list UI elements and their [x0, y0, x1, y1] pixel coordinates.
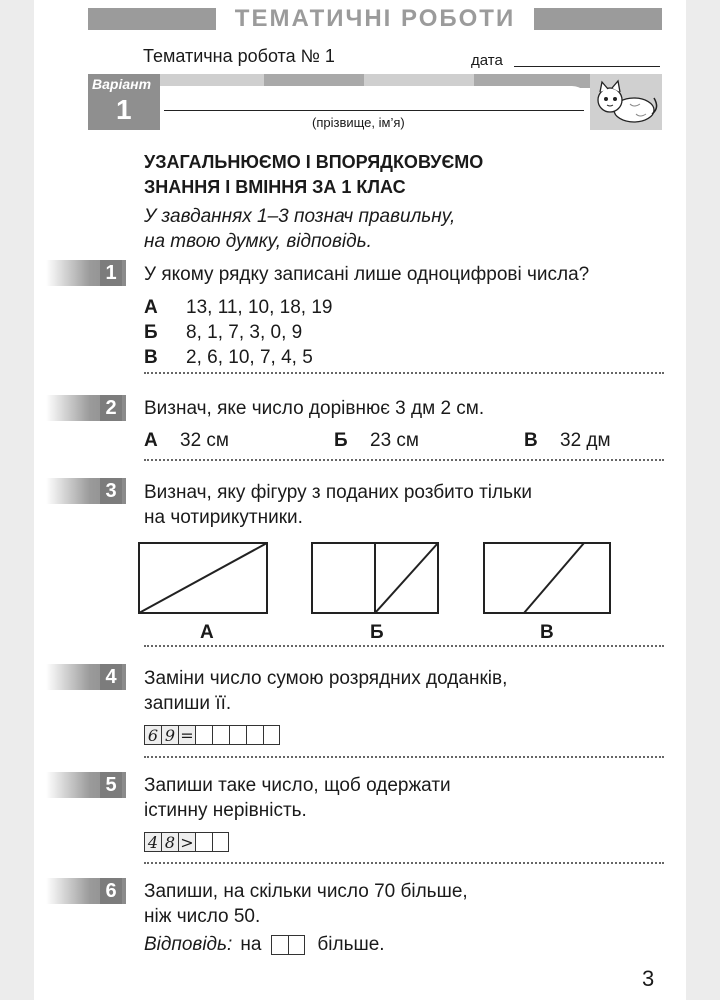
option-text: 8, 1, 7, 3, 0, 9	[186, 322, 303, 343]
task-number: 4	[100, 664, 122, 690]
task-question	[144, 773, 451, 823]
option-letter: В	[144, 347, 158, 368]
grid-cell: 9	[161, 725, 178, 745]
dotted-divider	[144, 372, 664, 374]
task-question-line: істинну нерівність.	[144, 800, 307, 821]
grid-cell[interactable]	[195, 725, 212, 745]
grid-cell[interactable]	[195, 832, 212, 852]
option-text: 23 см	[370, 430, 419, 451]
grid-cell: 6	[144, 725, 161, 745]
option-text: 32 дм	[560, 430, 611, 451]
option-text: 2, 6, 10, 7, 4, 5	[186, 347, 313, 368]
answer-option[interactable]	[144, 345, 313, 370]
option-letter: В	[524, 430, 538, 451]
task-question	[144, 666, 507, 716]
figure-label: Б	[370, 622, 384, 643]
cat-box	[590, 74, 662, 130]
figures-row	[136, 540, 616, 620]
dotted-divider	[144, 756, 664, 758]
figure-a[interactable]	[139, 543, 267, 613]
answer-option[interactable]	[144, 428, 229, 453]
task-number: 2	[100, 395, 122, 421]
instruction-line: У завданнях 1–3 познач правильну,	[144, 206, 456, 227]
task-marker	[46, 878, 126, 904]
page-number: 3	[642, 966, 655, 991]
work-title: Тематична робота № 1	[143, 46, 335, 66]
task-question: У якому рядку записані лише одноцифрові числа?	[144, 264, 590, 285]
task-number: 3	[100, 478, 122, 504]
task-number: 1	[100, 260, 122, 286]
task-marker	[46, 395, 126, 421]
figure-label: В	[540, 622, 554, 643]
answer-option[interactable]	[524, 428, 611, 453]
banner-bar-right	[534, 8, 662, 30]
answer-grid[interactable]	[271, 935, 305, 955]
grid-cell[interactable]	[246, 725, 263, 745]
answer-grid[interactable]	[144, 725, 280, 745]
answer-option[interactable]	[334, 428, 419, 453]
grid-cell[interactable]	[271, 935, 288, 955]
grid-cell[interactable]	[263, 725, 280, 745]
task-question-line: Визнач, яку фігуру з поданих розбито тільки	[144, 482, 532, 503]
task-marker	[46, 664, 126, 690]
date-label: дата	[471, 52, 503, 69]
figure-b[interactable]	[312, 543, 438, 613]
task-marker	[46, 260, 126, 286]
name-field[interactable]	[164, 110, 584, 111]
section-heading-line: ЗНАННЯ І ВМІННЯ ЗА 1 КЛАС	[144, 177, 406, 197]
task-question	[144, 480, 532, 530]
task-marker	[46, 772, 126, 798]
task-question-line: ніж число 50.	[144, 906, 261, 927]
grid-cell: 8	[161, 832, 178, 852]
variant-number: 1	[116, 94, 132, 125]
option-text: 13, 11, 10, 18, 19	[186, 297, 333, 318]
answer-suffix: більше.	[317, 934, 385, 955]
option-letter: А	[144, 297, 158, 318]
variant-label: Варіант	[92, 76, 152, 92]
task-marker	[46, 478, 126, 504]
instruction	[144, 204, 455, 254]
cat-icon	[590, 74, 662, 130]
banner-bar-left	[88, 8, 216, 30]
dotted-divider	[144, 459, 664, 461]
grid-cell[interactable]	[229, 725, 246, 745]
grid-cell: 4	[144, 832, 161, 852]
name-caption: (прізвище, ім’я)	[312, 115, 405, 130]
option-letter: Б	[334, 430, 348, 451]
dotted-divider	[144, 645, 664, 647]
task-question	[144, 879, 468, 929]
grid-cell[interactable]	[288, 935, 305, 955]
banner-title: ТЕМАТИЧНІ РОБОТИ	[234, 5, 516, 32]
task-question-line: на чотирикутники.	[144, 507, 303, 528]
grid-cell: =	[178, 725, 195, 745]
instruction-line: на твою думку, відповідь.	[144, 231, 372, 252]
date-field[interactable]	[514, 66, 660, 67]
task-number: 6	[100, 878, 122, 904]
task-question-line: Запиши таке число, щоб одержати	[144, 775, 451, 796]
task-question-line: Заміни число сумою розрядних доданків,	[144, 668, 508, 689]
task-number: 5	[100, 772, 122, 798]
answer-grid[interactable]	[144, 832, 229, 852]
answer-option[interactable]	[144, 320, 302, 345]
section-heading-line: УЗАГАЛЬНЮЄМО І ВПОРЯДКОВУЄМО	[144, 152, 484, 172]
answer-prefix: на	[240, 934, 262, 955]
option-letter: А	[144, 430, 158, 451]
grid-cell[interactable]	[212, 725, 229, 745]
grid-cell: >	[178, 832, 195, 852]
section-heading	[144, 150, 483, 200]
option-letter: Б	[144, 322, 158, 343]
task-question: Визнач, яке число дорівнює 3 дм 2 см.	[144, 398, 485, 419]
answer-line	[144, 932, 385, 957]
grid-cell[interactable]	[212, 832, 229, 852]
task-question-line: запиши її.	[144, 693, 232, 714]
option-text: 32 см	[180, 430, 229, 451]
figure-label: А	[200, 622, 214, 643]
answer-label: Відповідь:	[144, 934, 233, 955]
figure-c[interactable]	[484, 543, 610, 613]
task-question-line: Запиши, на скільки число 70 більше,	[144, 881, 468, 902]
answer-option[interactable]	[144, 295, 333, 320]
dotted-divider	[144, 862, 664, 864]
variant-box	[88, 74, 160, 130]
